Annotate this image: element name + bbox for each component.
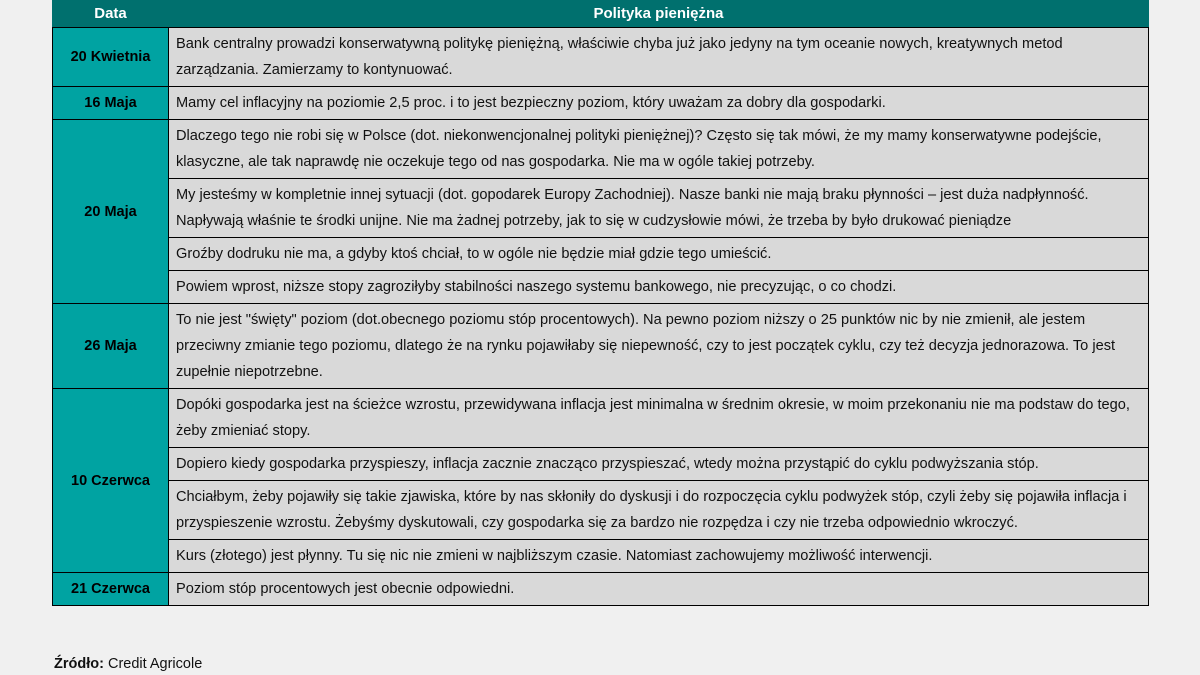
table-row [53,448,1149,481]
header-row [53,1,1149,28]
statement-cell [169,120,1149,179]
statement-cell [169,481,1149,540]
statement-cell [169,389,1149,448]
source-label: Źródło: [54,656,104,672]
date-cell: 16 Maja [53,87,169,120]
table-row [53,540,1149,573]
statement-cell [169,271,1149,304]
table-row [53,304,1149,389]
statement-cell [169,540,1149,573]
date-cell: 21 Czerwca [53,573,169,606]
statement-cell [169,87,1149,120]
statement-cell [169,238,1149,271]
table-row [53,179,1149,238]
date-cell: 20 Kwietnia [53,28,169,87]
statement-text: Chciałbym, żeby pojawiły się takie zjawiska, które by nas skłoniły do dyskusji i do rozpoczęcia cyklu podwyżek stóp, czyli żeby się pojawiła inflacja i przyspieszenie wzrostu. Żebyśmy dyskutowali, czy gospodarka się za bardzo nie rozpędza i czy nie trzeba odpowiednio wkroczyć. [176,489,1127,531]
date-cell: 20 Maja [53,120,169,304]
statement-cell [169,448,1149,481]
table-row [53,271,1149,304]
column-header-policy: Polityka pieniężna [169,1,1149,28]
column-header-date: Data [53,1,169,28]
statement-text: Kurs (złotego) jest płynny. Tu się nic nie zmieni w najbliższym czasie. Natomiast zachowujemy możliwość interwencji. [176,548,933,564]
statement-text: Dopiero kiedy gospodarka przyspieszy, inflacja zacznie znacząco przyspieszać, wtedy można przystąpić do cyklu podwyższania stóp. [176,456,1039,472]
table-row [53,481,1149,540]
table-row [53,87,1149,120]
statement-text: Dlaczego tego nie robi się w Polsce (dot. niekonwencjonalnej polityki pieniężnej)? Często się tak mówi, że my mamy konserwatywne podejście, klasyczne, ale tak naprawdę nie oczekuje tego od nas gospodarka. Nie ma w ogóle takiej potrzeby. [176,128,1102,170]
statement-text: To nie jest "święty" poziom (dot.obecnego poziomu stóp procentowych). Na pewno poziom niższy o 25 punktów nic by nie zmienił, ale jestem przeciwny zmianie tego poziomu, dlatego że na rynku pojawiłaby się niepewność, czy to jest początek cyklu, czy też decyzja jednorazowa. To jest zupełnie niepotrzebne. [176,312,1116,380]
table-row [53,389,1149,448]
statement-cell [169,573,1149,606]
table-row [53,120,1149,179]
source-value: Credit Agricole [103,656,203,672]
statement-text: My jesteśmy w kompletnie innej sytuacji (dot. gopodarek Europy Zachodniej). Nasze banki nie mają braku płynności – jest duża nadpłynność. Napływają właśnie te środki unijne. Nie ma żadnej potrzeby, jak to się w cudzysłowie mówi, że trzeba by było drukować pieniądze [176,187,1089,229]
statement-cell [169,179,1149,238]
statement-text: Bank centralny prowadzi konserwatywną politykę pieniężną, właściwie chyba już jako jedyny na tym oceanie nowych, kreatywnych metod zarządzania. Zamierzamy to kontynuować. [176,36,1063,78]
statement-text: Poziom stóp procentowych jest obecnie odpowiedni. [176,581,515,597]
quotes-table [52,0,1149,606]
statement-text: Groźby dodruku nie ma, a gdyby ktoś chciał, to w ogóle nie będzie miał gdzie tego umieścić. [176,246,772,262]
table-row [53,573,1149,606]
date-cell: 10 Czerwca [53,389,169,573]
table-row [53,28,1149,87]
table-header [53,1,1149,28]
table-body [53,28,1149,606]
date-cell: 26 Maja [53,304,169,389]
statement-cell [169,304,1149,389]
statement-text: Mamy cel inflacyjny na poziomie 2,5 proc. i to jest bezpieczny poziom, który uważam za dobry dla gospodarki. [176,95,886,111]
source-note [54,654,202,674]
quotes-table-wrapper [52,0,1148,606]
table-row [53,238,1149,271]
statement-text: Powiem wprost, niższe stopy zagroziłyby stabilności naszego systemu bankowego, nie precyzując, o co chodzi. [176,279,897,295]
statement-cell [169,28,1149,87]
statement-text: Dopóki gospodarka jest na ścieżce wzrostu, przewidywana inflacja jest minimalna w średnim okresie, w moim przekonaniu nie ma podstaw do tego, żeby zmieniać stopy. [176,397,1130,439]
